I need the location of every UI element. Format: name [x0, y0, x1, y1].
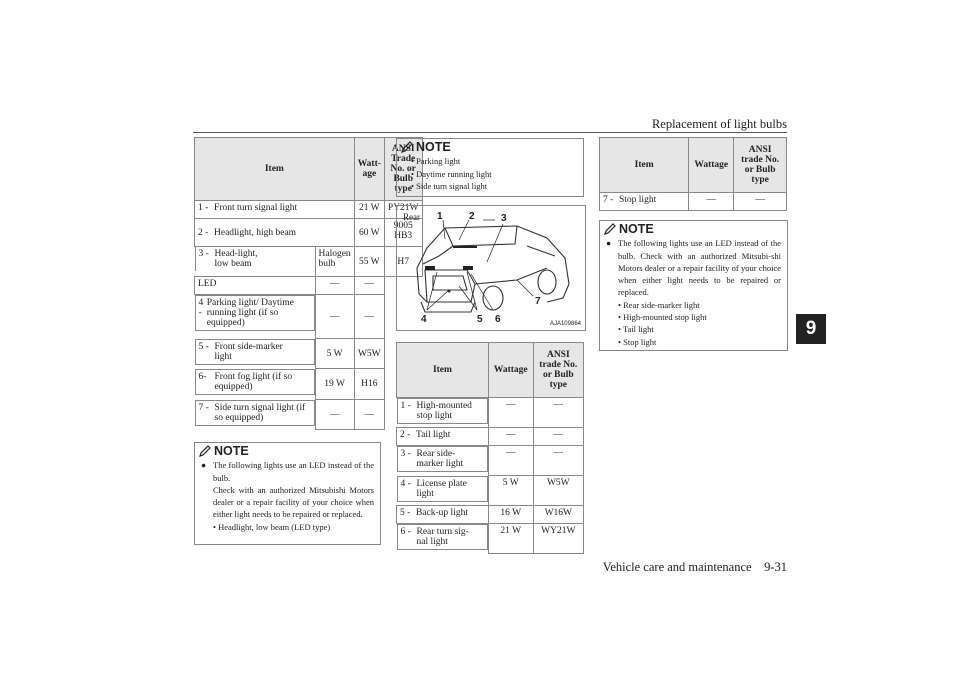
row-ansi: — — [354, 277, 384, 295]
callout-1: 1 — [437, 211, 443, 222]
table-row — [397, 446, 584, 476]
row-number: 2 - — [400, 430, 411, 440]
row-ansi: 9005 HB3 — [384, 219, 422, 247]
note-label: NOTE — [619, 222, 654, 236]
row-wattage: 21 W — [488, 524, 533, 554]
table3-header-ansi: ANSI trade No. or Bulb type — [734, 138, 787, 193]
row-number: 7 - — [198, 402, 209, 413]
row-ansi: H7 — [384, 247, 422, 277]
row-wattage: — — [488, 428, 533, 446]
rear-lights-figure — [396, 205, 586, 331]
table-row — [600, 193, 787, 211]
note-list-item: • Parking light — [411, 156, 461, 167]
figure-code: AJA109864 — [549, 321, 581, 327]
row-wattage: 19 W — [315, 369, 354, 400]
row-ansi: PY21W — [384, 201, 422, 219]
row-item: Parking light/ Daytime running light (if so equipped) — [206, 298, 294, 328]
note-pencil-icon — [604, 223, 616, 235]
row-ansi: — — [354, 295, 384, 339]
table2-header-ansi: ANSI trade No. or Bulb type — [533, 343, 583, 398]
row-ansi: — — [533, 428, 583, 446]
row-wattage: 60 W — [354, 219, 384, 247]
row-item: Headlight, high beam — [214, 227, 297, 238]
footer-page-number: 9-31 — [764, 560, 787, 574]
table3-header-item: Item — [600, 138, 689, 193]
row-wattage: 16 W — [488, 506, 533, 524]
table-row — [195, 369, 423, 400]
table-row — [195, 339, 423, 369]
row-wattage: — — [488, 446, 533, 476]
note-list-item: • Side turn signal light — [411, 180, 488, 191]
row-item: Rear turn sig-nal light — [416, 527, 469, 547]
note-text: The following lights use an LED instead of the bulb. — [213, 460, 374, 483]
front-bulb-table — [194, 137, 423, 430]
note-list-item: • Daytime running light — [411, 168, 492, 179]
callout-4: 4 — [421, 314, 427, 325]
row-item: Front side-marker light — [214, 341, 283, 362]
row-item: High-mounted stop light — [416, 401, 472, 421]
note-label: NOTE — [214, 444, 249, 458]
table-row — [397, 398, 584, 428]
row-number: 4 - — [198, 298, 204, 318]
callout-3: 3 — [501, 213, 507, 224]
stop-light-table — [599, 137, 787, 211]
note-list-item: • Stop light — [618, 336, 657, 347]
footer-section: Vehicle care and maintenance — [602, 560, 752, 574]
row-wattage: 55 W — [354, 247, 384, 277]
row-item: Head-light, low beam — [214, 249, 258, 269]
table3-header-wattage: Wattage — [689, 138, 734, 193]
row-item: Tail light — [416, 430, 451, 440]
note-pencil-icon — [199, 445, 211, 457]
callout-5: 5 — [477, 314, 483, 325]
table-row — [195, 247, 423, 277]
page-footer — [603, 560, 787, 575]
row-wattage: 5 W — [488, 476, 533, 506]
row-ansi: W16W — [533, 506, 583, 524]
table2-header-item: Item — [397, 343, 489, 398]
row-wattage: 5 W — [315, 339, 354, 369]
sub-row-label: LED — [195, 277, 316, 295]
table2-header-wattage: Wattage — [488, 343, 533, 398]
note-box-led-headlight — [194, 442, 381, 545]
callout-2: 2 — [469, 211, 475, 222]
row-number: 3 - — [198, 249, 209, 259]
row-number: 5 - — [198, 341, 209, 352]
row-wattage: — — [315, 295, 354, 339]
table1-header-ansi: ANSI Trade No. or Bulb type — [384, 138, 422, 201]
note-label: NOTE — [416, 140, 451, 154]
table1-header-wattage: Watt-age — [354, 138, 384, 201]
note-box-led-rear — [599, 220, 788, 351]
row-item: Side turn signal light (if so equipped) — [214, 402, 306, 423]
table-row — [397, 428, 584, 446]
row-number: 1 - — [400, 401, 411, 411]
table-row — [195, 201, 423, 219]
row-wattage: — — [315, 277, 354, 295]
note-list-item: • Rear side-marker light — [618, 299, 700, 310]
car-rear-illustration — [397, 206, 585, 330]
row-ansi: — — [734, 193, 787, 211]
row-number: 6- — [198, 371, 207, 382]
row-number: 4 - — [400, 478, 411, 489]
bullet-icon: ● — [606, 238, 612, 249]
header-rule — [193, 132, 787, 133]
row-item: License plate light — [416, 478, 467, 499]
row-ansi: W5W — [354, 339, 384, 369]
note-pencil-icon — [401, 141, 413, 153]
table-row — [195, 400, 423, 430]
row-wattage: — — [315, 400, 354, 430]
callout-7: 7 — [535, 296, 541, 307]
note-text: The following lights use an LED instead of the bulb. Check with an authorized Mitsubi-shi Motors dealer or a repair facility of your choice when either light needs to be repaired or replaced. — [618, 238, 781, 298]
table-row — [195, 277, 423, 295]
row-wattage: 21 W — [354, 201, 384, 219]
row-wattage: — — [488, 398, 533, 428]
row-item: Rear side-marker light — [416, 449, 464, 469]
table-row — [397, 476, 584, 506]
row-number: 1 - — [198, 203, 209, 213]
row-number: 6 - — [400, 527, 411, 537]
row-ansi: — — [533, 398, 583, 428]
row-ansi: W5W — [533, 476, 583, 506]
note-list-item: • High-mounted stop light — [618, 312, 707, 323]
rear-bulb-table — [396, 342, 584, 554]
table1-header-item: Item — [195, 138, 355, 201]
row-ansi: — — [533, 446, 583, 476]
row-item: Back-up light — [416, 508, 468, 518]
row-ansi: WY21W — [533, 524, 583, 554]
table-row — [195, 295, 423, 339]
page-header-title: Replacement of light bulbs — [651, 117, 787, 131]
note-list-item: • Headlight, low beam (LED type) — [213, 521, 331, 532]
note-list-item: • Tail light — [618, 324, 654, 335]
row-number: 3 - — [400, 449, 411, 459]
table-row — [397, 506, 584, 524]
callout-6: 6 — [495, 314, 501, 325]
note-box-led-parking — [396, 138, 584, 197]
table-row — [397, 524, 584, 554]
row-ansi: H16 — [354, 369, 384, 400]
row-number: 5 - — [400, 508, 411, 518]
chapter-tab: 9 — [796, 314, 826, 344]
figure-rear-label: Rear — [403, 212, 420, 222]
note-text: Check with an authorized Mitsubishi Motors dealer or a repair facility of your choice when either light needs to be repaired or replaced. — [213, 484, 374, 520]
bullet-icon: ● — [201, 460, 207, 471]
row-wattage: — — [689, 193, 734, 211]
sub-row-label: Halogen bulb — [315, 247, 354, 277]
row-item: Front turn signal light — [214, 203, 298, 213]
row-ansi: — — [354, 400, 384, 430]
table-row — [195, 219, 423, 247]
row-item: Stop light — [619, 195, 657, 205]
row-item: Front fog light (if so equipped) — [214, 371, 293, 392]
row-number: 7 - — [603, 195, 614, 205]
row-number: 2 - — [198, 227, 209, 238]
